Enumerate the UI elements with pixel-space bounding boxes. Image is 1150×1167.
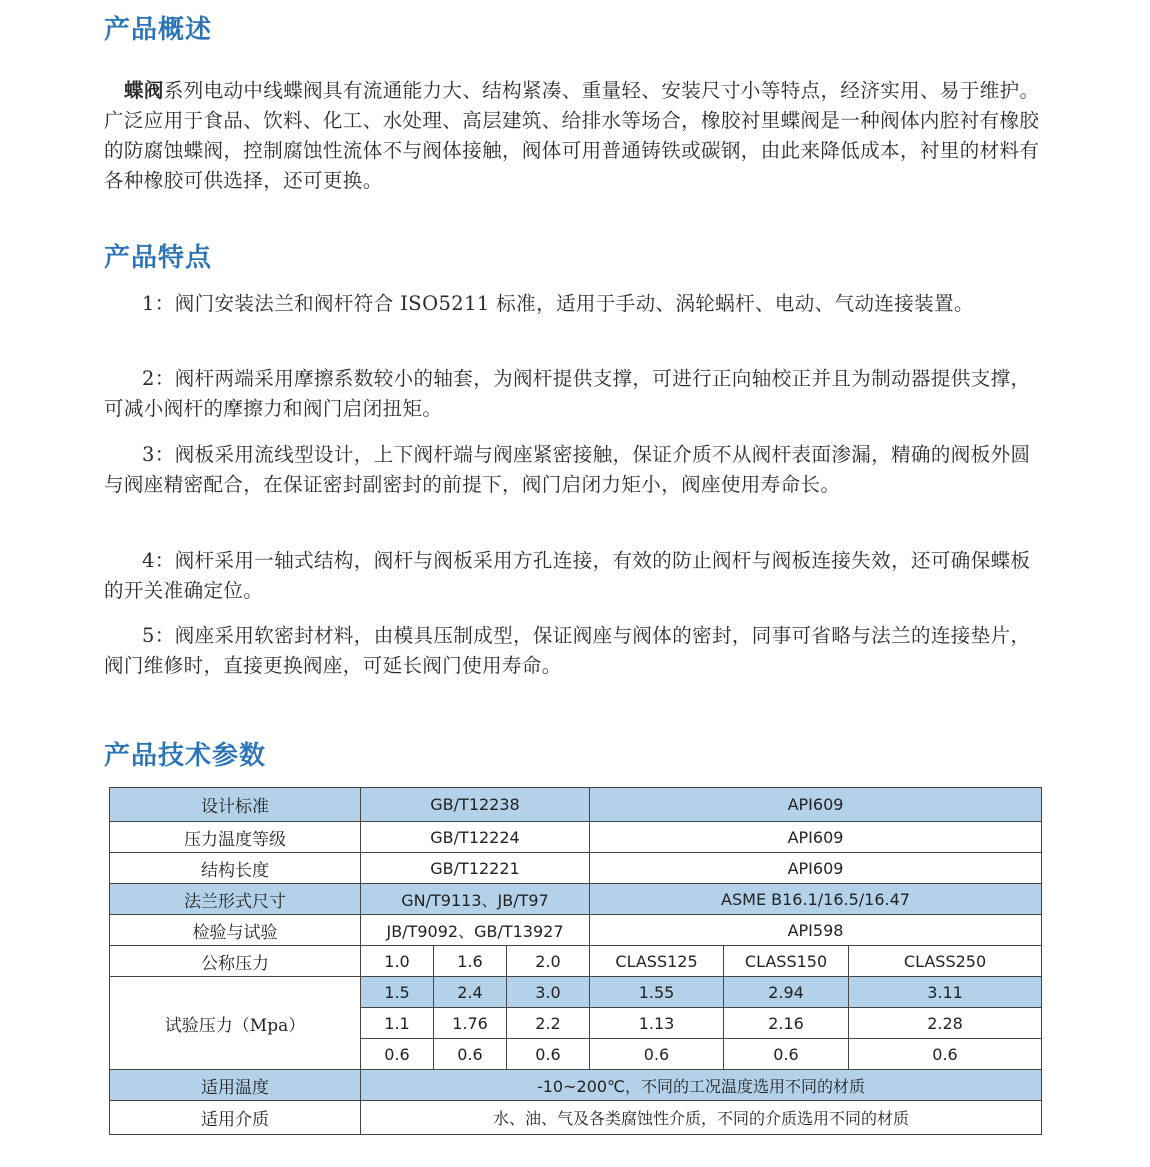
test-pressure-cell: 0.6 (361, 1039, 434, 1070)
feature-item-2 (104, 364, 1050, 424)
temperature-row (110, 1070, 1042, 1101)
test-pressure-cell: 0.6 (434, 1039, 507, 1070)
temperature-label: 适用温度 (110, 1070, 361, 1101)
test-pressure-cell: 2.4 (434, 977, 507, 1008)
test-pressure-cell: 0.6 (590, 1039, 724, 1070)
pressure-temp-label: 压力温度等级 (110, 822, 361, 853)
inspection-label: 检验与试验 (110, 915, 361, 946)
flange-row (110, 884, 1042, 915)
feature-item-3 (104, 440, 1050, 500)
nominal-cell: CLASS250 (849, 946, 1042, 977)
feature-item-3-text: 3：阀板采用流线型设计，上下阀杆端与阀座紧密接触，保证介质不从阀杆表面渗漏，精确的阀板外圆与阀座精密配合，在保证密封副密封的前提下，阀门启闭力矩小，阀座使用寿命长。 (104, 443, 1031, 496)
specs-heading: 产品技术参数 (104, 741, 267, 771)
pressure-temp-gb: GB/T12224 (361, 822, 590, 853)
medium-label: 适用介质 (110, 1101, 361, 1135)
length-gb: GB/T12221 (361, 853, 590, 884)
overview-paragraph (104, 76, 1050, 196)
inspection-row (110, 915, 1042, 946)
inspection-api: API598 (590, 915, 1042, 946)
design-standard-api: API609 (590, 788, 1042, 822)
feature-item-4-text: 4：阀杆采用一轴式结构，阀杆与阀板采用方孔连接，有效的防止阀杆与阀板连接失效，还可确保蝶板的开关准确定位。 (104, 549, 1031, 602)
feature-item-1 (104, 289, 1050, 319)
test-pressure-cell: 2.28 (849, 1008, 1042, 1039)
test-pressure-cell: 0.6 (724, 1039, 849, 1070)
test-pressure-cell: 3.0 (507, 977, 590, 1008)
pressure-temp-api: API609 (590, 822, 1042, 853)
test-pressure-cell: 2.94 (724, 977, 849, 1008)
nominal-row (110, 946, 1042, 977)
test-pressure-cell: 1.55 (590, 977, 724, 1008)
test-pressure-cell: 1.1 (361, 1008, 434, 1039)
length-label: 结构长度 (110, 853, 361, 884)
feature-item-5 (104, 621, 1050, 681)
test-pressure-cell: 0.6 (507, 1039, 590, 1070)
nominal-cell: 2.0 (507, 946, 590, 977)
test-pressure-row-1 (110, 977, 1042, 1008)
design-standard-row (110, 788, 1042, 822)
design-standard-label: 设计标准 (110, 788, 361, 822)
feature-item-4 (104, 546, 1050, 606)
test-pressure-cell: 2.2 (507, 1008, 590, 1039)
overview-text: 系列电动中线蝶阀具有流通能力大、结构紧凑、重量轻、安装尺寸小等特点，经济实用、易于维护。广泛应用于食品、饮料、化工、水处理、高层建筑、给排水等场合，橡胶衬里蝶阀是一种阀体内腔衬有橡胶的防腐蚀蝶阀，控制腐蚀性流体不与阀体接触，阀体可用普通铸铁或碳钢，由此来降低成本，衬里的材料有各种橡胶可供选择，还可更换。 (104, 79, 1040, 192)
pressure-temp-row (110, 822, 1042, 853)
flange-api: ASME B16.1/16.5/16.47 (590, 884, 1042, 915)
nominal-cell: 1.6 (434, 946, 507, 977)
design-standard-gb: GB/T12238 (361, 788, 590, 822)
nominal-cell: 1.0 (361, 946, 434, 977)
feature-item-1-text: 1：阀门安装法兰和阀杆符合 ISO5211 标准，适用于手动、涡轮蜗杆、电动、气动连接装置。 (142, 292, 974, 315)
length-api: API609 (590, 853, 1042, 884)
test-pressure-cell: 2.16 (724, 1008, 849, 1039)
overview-lead: 蝶阀 (124, 79, 164, 102)
feature-item-2-text: 2：阀杆两端采用摩擦系数较小的轴套，为阀杆提供支撑，可进行正向轴校正并且为制动器提供支撑，可减小阀杆的摩擦力和阀门启闭扭矩。 (104, 367, 1031, 420)
test-pressure-cell: 1.13 (590, 1008, 724, 1039)
nominal-cell: CLASS125 (590, 946, 724, 977)
test-pressure-label: 试验压力（Mpa） (110, 977, 361, 1070)
nominal-label: 公称压力 (110, 946, 361, 977)
test-pressure-cell: 1.5 (361, 977, 434, 1008)
medium-row (110, 1101, 1042, 1135)
test-pressure-cell: 0.6 (849, 1039, 1042, 1070)
temperature-value: -10~200℃，不同的工况温度选用不同的材质 (361, 1070, 1042, 1101)
nominal-cell: CLASS150 (724, 946, 849, 977)
features-heading: 产品特点 (104, 243, 213, 273)
overview-heading: 产品概述 (104, 15, 213, 45)
test-pressure-cell: 1.76 (434, 1008, 507, 1039)
test-pressure-cell: 3.11 (849, 977, 1042, 1008)
spec-table (109, 787, 1042, 1135)
inspection-gb: JB/T9092、GB/T13927 (361, 915, 590, 946)
flange-gb: GN/T9113、JB/T97 (361, 884, 590, 915)
medium-value: 水、油、气及各类腐蚀性介质，不同的介质选用不同的材质 (361, 1101, 1042, 1135)
feature-item-5-text: 5：阀座采用软密封材料，由模具压制成型，保证阀座与阀体的密封，同事可省略与法兰的连接垫片，阀门维修时，直接更换阀座，可延长阀门使用寿命。 (104, 624, 1031, 677)
flange-label: 法兰形式尺寸 (110, 884, 361, 915)
length-row (110, 853, 1042, 884)
